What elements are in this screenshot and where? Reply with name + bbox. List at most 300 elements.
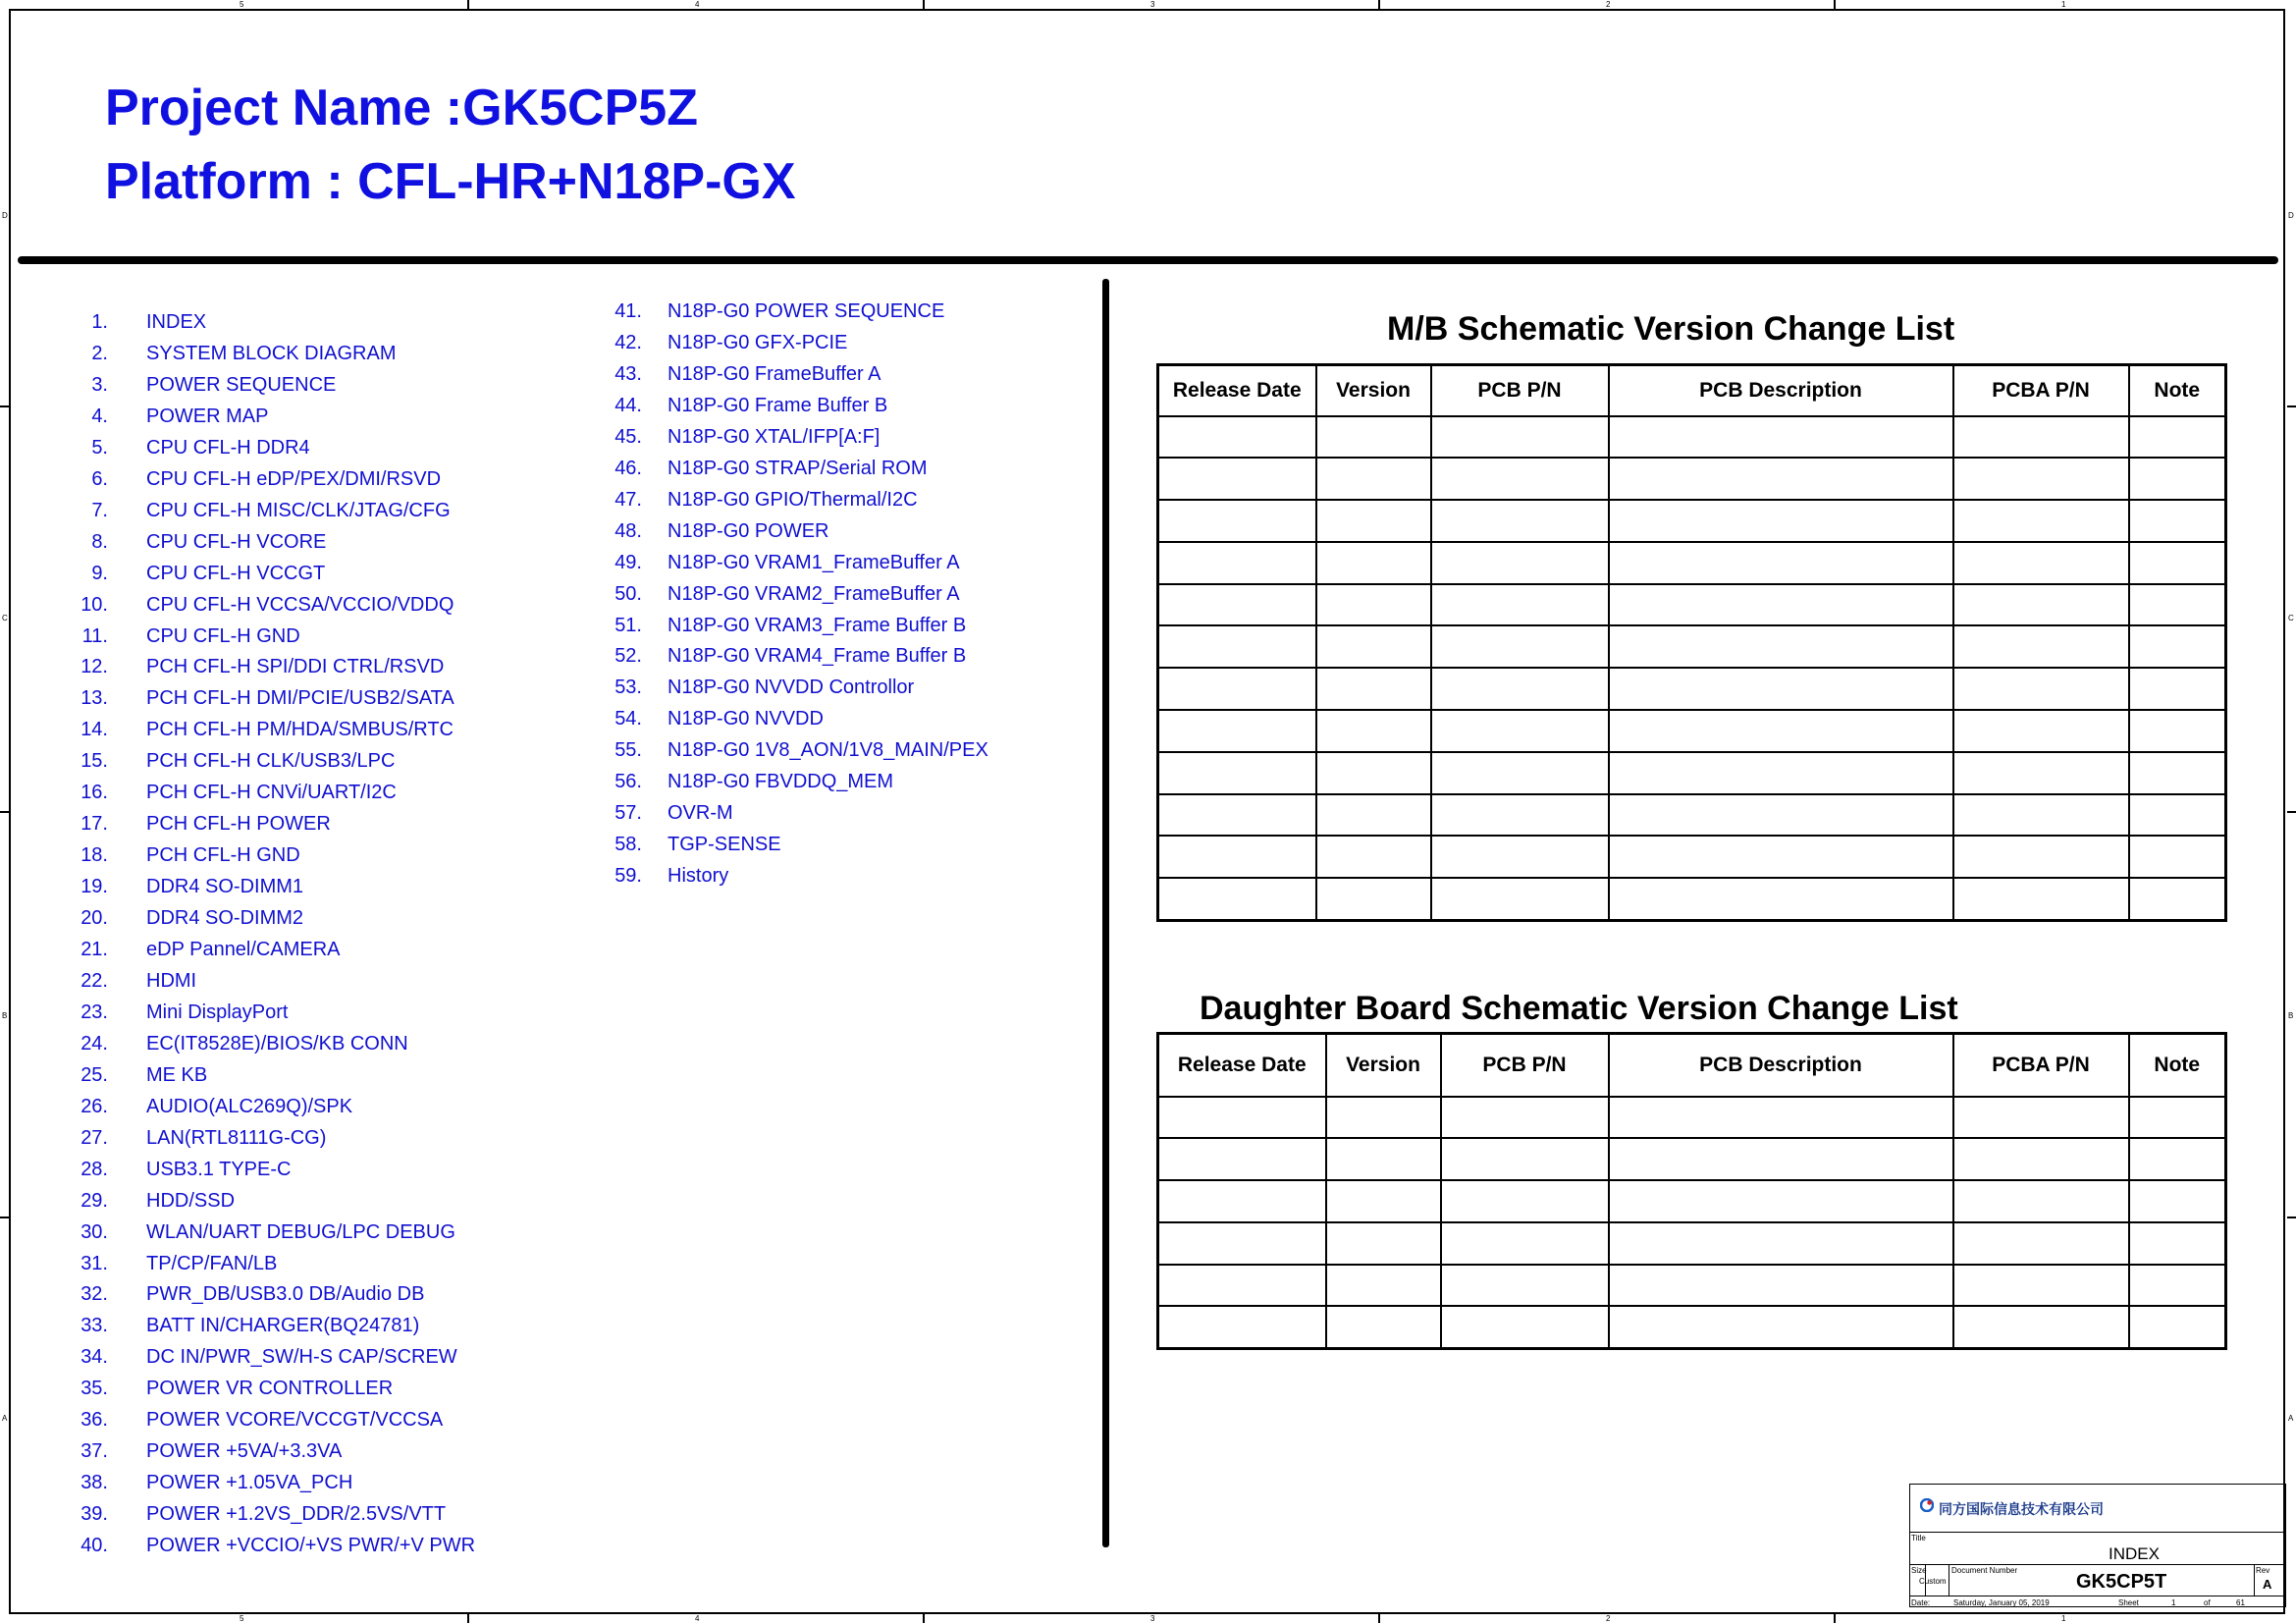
table-cell (1953, 1138, 2129, 1180)
table-cell (1953, 542, 2129, 584)
table-cell (1609, 794, 1953, 837)
table-cell (1953, 500, 2129, 542)
index-entry-number: 17. (80, 813, 108, 836)
table-cell (1316, 584, 1431, 626)
header-divider-rule (18, 256, 2278, 264)
zone-tick (2287, 406, 2296, 407)
table-cell (1431, 458, 1609, 500)
table-cell (1158, 458, 1316, 500)
db-table-title: Daughter Board Schematic Version Change List (1200, 990, 1958, 1027)
table-cell (1953, 836, 2129, 878)
size-value: Custom (1919, 1577, 1947, 1586)
table-cell (2129, 416, 2226, 459)
col-header-note: Note (2129, 365, 2226, 416)
table-cell (1158, 1138, 1326, 1180)
table-cell (1953, 1306, 2129, 1348)
zone-column-label: 1 (2061, 1614, 2066, 1623)
index-entry-number: 34. (80, 1346, 108, 1369)
table-cell (1316, 625, 1431, 668)
index-entry-number: 51. (614, 614, 642, 636)
index-entry-label: DC IN/PWR_SW/H-S CAP/SCREW (146, 1346, 457, 1369)
index-entry-label: PWR_DB/USB3.0 DB/Audio DB (146, 1283, 425, 1306)
index-entry-number: 47. (614, 488, 642, 511)
table-cell (1609, 1180, 1953, 1222)
index-entry-label: N18P-G0 VRAM1_FrameBuffer A (667, 551, 960, 573)
table-cell (1431, 584, 1609, 626)
zone-row-label: B (2288, 1011, 2294, 1020)
index-entry-label: N18P-G0 VRAM3_Frame Buffer B (667, 614, 967, 636)
index-entry-number: 35. (80, 1378, 108, 1400)
index-entry-number: 40. (80, 1535, 108, 1557)
zone-tick (1378, 0, 1380, 9)
index-entry-label: POWER VR CONTROLLER (146, 1378, 394, 1400)
zone-tick (0, 1217, 9, 1218)
table-cell (1609, 668, 1953, 710)
index-entry-number: 28. (80, 1158, 108, 1180)
index-entry-label: CPU CFL-H MISC/CLK/JTAG/CFG (146, 499, 451, 521)
index-entry-label: PCH CFL-H POWER (146, 813, 331, 836)
index-entry-label: DDR4 SO-DIMM1 (146, 876, 304, 898)
table-cell (1609, 1222, 1953, 1265)
index-entry-number: 7. (91, 499, 108, 521)
table-cell (1953, 668, 2129, 710)
index-entry-label: PCH CFL-H GND (146, 844, 300, 867)
index-entry-label: PCH CFL-H CNVi/UART/I2C (146, 782, 397, 804)
document-number-value: GK5CP5T (2076, 1571, 2167, 1593)
zone-row-label: D (2, 211, 8, 220)
table-row (1158, 1222, 2226, 1265)
table-row (1158, 836, 2226, 878)
table-row (1158, 1265, 2226, 1307)
table-cell (1953, 584, 2129, 626)
table-cell (2129, 1222, 2226, 1265)
index-entry-number: 55. (614, 739, 642, 762)
table-cell (1609, 1097, 1953, 1139)
table-cell (2129, 1306, 2226, 1348)
title-block-divider (1909, 1532, 2286, 1533)
col-header-pcb-description: PCB Description (1609, 365, 1953, 416)
zone-tick (2287, 811, 2296, 813)
index-entry-number: 37. (80, 1440, 108, 1463)
zone-tick (1834, 0, 1836, 9)
table-cell (1431, 794, 1609, 837)
table-cell (1953, 416, 2129, 459)
table-cell (1953, 458, 2129, 500)
zone-tick (467, 1614, 469, 1623)
table-cell (1953, 752, 2129, 794)
table-cell (1441, 1138, 1609, 1180)
index-entry-number: 52. (614, 645, 642, 668)
table-cell (1609, 1138, 1953, 1180)
table-cell (1158, 710, 1316, 752)
sheet-label: Sheet (2118, 1598, 2139, 1607)
index-entry-number: 59. (614, 865, 642, 888)
index-entry-number: 58. (614, 834, 642, 856)
index-entry-label: N18P-G0 NVVDD Controllor (667, 676, 915, 699)
zone-column-label: 3 (1150, 0, 1155, 9)
index-entry-label: DDR4 SO-DIMM2 (146, 907, 304, 930)
index-entry-label: History (667, 865, 729, 888)
col-header-pcb-pn: PCB P/N (1441, 1034, 1609, 1097)
table-cell (1316, 878, 1431, 920)
table-cell (2129, 752, 2226, 794)
table-cell (1441, 1097, 1609, 1139)
table-cell (1158, 584, 1316, 626)
zone-tick (923, 0, 925, 9)
table-cell (1316, 458, 1431, 500)
table-cell (1953, 625, 2129, 668)
table-cell (1326, 1138, 1441, 1180)
table-cell (1158, 416, 1316, 459)
sheet-total: 61 (2236, 1598, 2245, 1607)
table-row (1158, 625, 2226, 668)
index-entry-number: 31. (80, 1252, 108, 1274)
index-entry-label: HDD/SSD (146, 1189, 236, 1212)
index-entry-number: 12. (80, 656, 108, 678)
table-cell (1609, 1265, 1953, 1307)
table-cell (1609, 458, 1953, 500)
title-label: Title (1911, 1534, 1926, 1542)
index-entry-number: 3. (91, 373, 108, 396)
document-number-label: Document Number (1951, 1566, 2018, 1575)
index-entry-label: HDMI (146, 969, 197, 992)
index-entry-number: 25. (80, 1063, 108, 1086)
index-entry-number: 2. (91, 342, 108, 364)
zone-tick (0, 406, 9, 407)
table-cell (1609, 878, 1953, 920)
table-cell (2129, 1180, 2226, 1222)
table-cell (2129, 710, 2226, 752)
index-entry-number: 42. (614, 331, 642, 353)
index-entry-label: POWER SEQUENCE (146, 373, 337, 396)
index-entry-number: 54. (614, 708, 642, 730)
table-cell (1441, 1222, 1609, 1265)
index-entry-number: 5. (91, 436, 108, 459)
table-cell (1326, 1222, 1441, 1265)
index-entry-number: 33. (80, 1315, 108, 1337)
index-entry-number: 30. (80, 1220, 108, 1243)
zone-row-label: A (2, 1414, 8, 1423)
table-cell (2129, 794, 2226, 837)
index-entry-number: 53. (614, 676, 642, 699)
index-entry-number: 50. (614, 582, 642, 605)
zone-column-label: 1 (2061, 0, 2066, 9)
table-cell (1609, 836, 1953, 878)
table-cell (2129, 668, 2226, 710)
index-entry-label: N18P-G0 FrameBuffer A (667, 362, 881, 385)
table-cell (1953, 1222, 2129, 1265)
table-cell (1431, 878, 1609, 920)
index-entry-number: 16. (80, 782, 108, 804)
table-cell (2129, 1138, 2226, 1180)
index-entry-number: 32. (80, 1283, 108, 1306)
col-header-note: Note (2129, 1034, 2226, 1097)
index-entry-label: BATT IN/CHARGER(BQ24781) (146, 1315, 420, 1337)
zone-tick (1378, 1614, 1380, 1623)
index-entry-label: CPU CFL-H DDR4 (146, 436, 310, 459)
table-cell (1316, 500, 1431, 542)
index-entry-label: CPU CFL-H GND (146, 624, 300, 647)
zone-column-label: 5 (240, 0, 244, 9)
index-entry-number: 19. (80, 876, 108, 898)
company-name: 同方国际信息技术有限公司 (1939, 1501, 2104, 1517)
index-entry-label: AUDIO(ALC269Q)/SPK (146, 1095, 353, 1117)
table-cell (1326, 1306, 1441, 1348)
table-cell (1609, 625, 1953, 668)
index-entry-label: N18P-G0 STRAP/Serial ROM (667, 457, 928, 479)
index-entry-label: N18P-G0 NVVDD (667, 708, 824, 730)
table-cell (1158, 1222, 1326, 1265)
index-entry-label: USB3.1 TYPE-C (146, 1158, 292, 1180)
table-cell (1431, 752, 1609, 794)
table-cell (1158, 668, 1316, 710)
table-row (1158, 500, 2226, 542)
zone-column-label: 2 (1606, 0, 1611, 9)
sheet-number: 1 (2171, 1598, 2176, 1607)
table-cell (1431, 542, 1609, 584)
table-header-row (1158, 1034, 2226, 1097)
title-block-divider (1909, 1564, 2286, 1565)
table-row (1158, 1180, 2226, 1222)
table-cell (1609, 416, 1953, 459)
index-entry-label: POWER MAP (146, 405, 269, 427)
zone-column-label: 5 (240, 1614, 244, 1623)
index-entry-label: eDP Pannel/CAMERA (146, 939, 341, 960)
index-entry-label: N18P-G0 FBVDDQ_MEM (667, 771, 894, 793)
index-entry-number: 6. (91, 467, 108, 490)
index-entry-label: PCH CFL-H PM/HDA/SMBUS/RTC (146, 719, 454, 741)
index-entry-number: 10. (80, 593, 108, 616)
index-entry-number: 29. (80, 1189, 108, 1212)
col-header-release-date: Release Date (1158, 365, 1316, 416)
index-entry-number: 26. (80, 1095, 108, 1117)
table-cell (1316, 794, 1431, 837)
table-row (1158, 1097, 2226, 1139)
table-cell (2129, 584, 2226, 626)
index-entry-label: N18P-G0 Frame Buffer B (667, 394, 888, 416)
table-cell (1316, 836, 1431, 878)
index-entry-number: 9. (91, 562, 108, 584)
table-row (1158, 1306, 2226, 1348)
table-row (1158, 542, 2226, 584)
table-row (1158, 416, 2226, 459)
index-entry-label: EC(IT8528E)/BIOS/KB CONN (146, 1032, 408, 1055)
table-cell (1609, 584, 1953, 626)
mb-table-body (1158, 416, 2226, 921)
col-header-pcb-pn: PCB P/N (1431, 365, 1609, 416)
table-cell (1158, 1097, 1326, 1139)
table-cell (1431, 836, 1609, 878)
table-cell (1316, 752, 1431, 794)
index-entry-label: INDEX (146, 311, 207, 333)
table-cell (2129, 542, 2226, 584)
index-entry-label: POWER +1.05VA_PCH (146, 1472, 353, 1494)
zone-column-label: 3 (1150, 1614, 1155, 1623)
table-row (1158, 584, 2226, 626)
company-logo-icon (1920, 1498, 1934, 1512)
col-header-pcba-pn: PCBA P/N (1953, 1034, 2129, 1097)
index-entry-number: 38. (80, 1472, 108, 1494)
sheet-title-value: INDEX (2109, 1544, 2160, 1563)
index-entry-label: WLAN/UART DEBUG/LPC DEBUG (146, 1220, 455, 1243)
platform-title: Platform : CFL-HR+N18P-GX (105, 153, 796, 210)
table-cell (1158, 1306, 1326, 1348)
rev-value: A (2263, 1577, 2272, 1592)
table-cell (1158, 794, 1316, 837)
table-cell (1953, 794, 2129, 837)
index-entry-number: 41. (614, 300, 642, 322)
index-entry-label: TGP-SENSE (667, 834, 781, 856)
table-cell (1316, 542, 1431, 584)
table-cell (2129, 625, 2226, 668)
index-entry-label: CPU CFL-H eDP/PEX/DMI/RSVD (146, 467, 442, 490)
column-divider-rule (1102, 279, 1109, 1547)
index-entry-number: 21. (80, 939, 108, 960)
index-entry-label: N18P-G0 POWER SEQUENCE (667, 300, 945, 322)
zone-row-label: B (2, 1011, 8, 1020)
zone-tick (467, 0, 469, 9)
col-header-pcb-description: PCB Description (1609, 1034, 1953, 1097)
index-entry-label: N18P-G0 VRAM2_FrameBuffer A (667, 582, 960, 605)
table-cell (1326, 1265, 1441, 1307)
index-entry-number: 57. (614, 802, 642, 825)
index-entry-number: 44. (614, 394, 642, 416)
index-entry-number: 20. (80, 907, 108, 930)
index-entry-number: 18. (80, 844, 108, 867)
index-entry-number: 39. (80, 1503, 108, 1526)
index-entry-number: 43. (614, 362, 642, 385)
index-entry-label: Mini DisplayPort (146, 1001, 289, 1023)
index-entry-label: PCH CFL-H CLK/USB3/LPC (146, 750, 396, 773)
table-row (1158, 794, 2226, 837)
table-cell (1441, 1306, 1609, 1348)
index-entry-number: 36. (80, 1409, 108, 1432)
table-cell (1431, 416, 1609, 459)
index-entry-number: 8. (91, 530, 108, 553)
index-entry-label: N18P-G0 VRAM4_Frame Buffer B (667, 645, 967, 668)
index-entry-label: POWER +VCCIO/+VS PWR/+V PWR (146, 1535, 476, 1557)
index-entry-number: 27. (80, 1126, 108, 1149)
table-row (1158, 668, 2226, 710)
zone-row-label: C (2288, 614, 2294, 622)
index-entry-number: 22. (80, 969, 108, 992)
index-entry-number: 1. (91, 311, 108, 333)
zone-tick (2287, 1217, 2296, 1218)
table-cell (1158, 542, 1316, 584)
index-entry-label: N18P-G0 1V8_AON/1V8_MAIN/PEX (667, 739, 988, 762)
table-cell (1316, 668, 1431, 710)
table-cell (1326, 1097, 1441, 1139)
index-entry-label: N18P-G0 GFX-PCIE (667, 331, 848, 353)
table-cell (1953, 1097, 2129, 1139)
table-row (1158, 878, 2226, 920)
index-entry-number: 24. (80, 1032, 108, 1055)
mb-table-title: M/B Schematic Version Change List (1387, 310, 1955, 348)
date-label: Date: (1911, 1598, 1931, 1607)
table-cell (1609, 710, 1953, 752)
index-entry-number: 15. (80, 750, 108, 773)
table-cell (2129, 836, 2226, 878)
zone-tick (1834, 1614, 1836, 1623)
table-cell (1431, 710, 1609, 752)
table-cell (1158, 625, 1316, 668)
index-entry-label: LAN(RTL8111G-CG) (146, 1126, 327, 1149)
table-cell (1158, 752, 1316, 794)
index-entry-number: 23. (80, 1001, 108, 1023)
date-value: Saturday, January 05, 2019 (1953, 1598, 2050, 1607)
rev-label: Rev (2256, 1566, 2270, 1575)
of-label: of (2204, 1598, 2211, 1607)
table-cell (1609, 1306, 1953, 1348)
index-entry-label: PCH CFL-H DMI/PCIE/USB2/SATA (146, 687, 454, 710)
table-cell (2129, 500, 2226, 542)
index-entry-label: CPU CFL-H VCORE (146, 530, 327, 553)
size-label: Size (1911, 1566, 1927, 1575)
table-cell (1441, 1180, 1609, 1222)
zone-column-label: 4 (695, 1614, 700, 1623)
table-cell (1316, 710, 1431, 752)
table-header-row (1158, 365, 2226, 416)
table-cell (2129, 1097, 2226, 1139)
table-cell (1953, 1180, 2129, 1222)
table-row (1158, 1138, 2226, 1180)
table-cell (1609, 500, 1953, 542)
table-row (1158, 752, 2226, 794)
index-entry-label: N18P-G0 GPIO/Thermal/I2C (667, 488, 918, 511)
table-cell (1609, 752, 1953, 794)
index-entry-label: CPU CFL-H VCCGT (146, 562, 326, 584)
table-cell (1158, 836, 1316, 878)
zone-row-label: A (2288, 1414, 2294, 1423)
title-block-divider (2254, 1564, 2255, 1596)
index-entry-number: 46. (614, 457, 642, 479)
table-cell (1158, 500, 1316, 542)
zone-row-label: C (2, 614, 8, 622)
col-header-version: Version (1326, 1034, 1441, 1097)
table-cell (1441, 1265, 1609, 1307)
table-cell (1431, 668, 1609, 710)
table-cell (1158, 1180, 1326, 1222)
zone-column-label: 2 (1606, 1614, 1611, 1623)
table-row (1158, 710, 2226, 752)
project-name-title: Project Name :GK5CP5Z (105, 80, 698, 136)
index-entry-number: 14. (80, 719, 108, 741)
table-cell (1158, 1265, 1326, 1307)
table-cell (2129, 1265, 2226, 1307)
table-cell (1316, 416, 1431, 459)
index-entry-label: TP/CP/FAN/LB (146, 1252, 278, 1274)
index-entry-number: 48. (614, 519, 642, 542)
table-cell (1431, 625, 1609, 668)
col-header-pcba-pn: PCBA P/N (1953, 365, 2129, 416)
table-cell (1431, 500, 1609, 542)
table-cell (1158, 878, 1316, 920)
index-entry-number: 11. (81, 624, 108, 647)
index-entry-label: ME KB (146, 1063, 208, 1086)
index-entry-label: OVR-M (667, 802, 733, 825)
index-entry-label: N18P-G0 XTAL/IFP[A:F] (667, 425, 881, 448)
index-entry-label: CPU CFL-H VCCSA/VCCIO/VDDQ (146, 593, 454, 616)
index-entry-number: 56. (614, 771, 642, 793)
index-entry-number: 4. (91, 405, 108, 427)
table-cell (1953, 878, 2129, 920)
db-table-body (1158, 1097, 2226, 1349)
zone-tick (0, 811, 9, 813)
zone-row-label: D (2288, 211, 2294, 220)
table-row (1158, 458, 2226, 500)
index-entry-number: 45. (614, 425, 642, 448)
index-entry-label: POWER VCORE/VCCGT/VCCSA (146, 1409, 444, 1432)
